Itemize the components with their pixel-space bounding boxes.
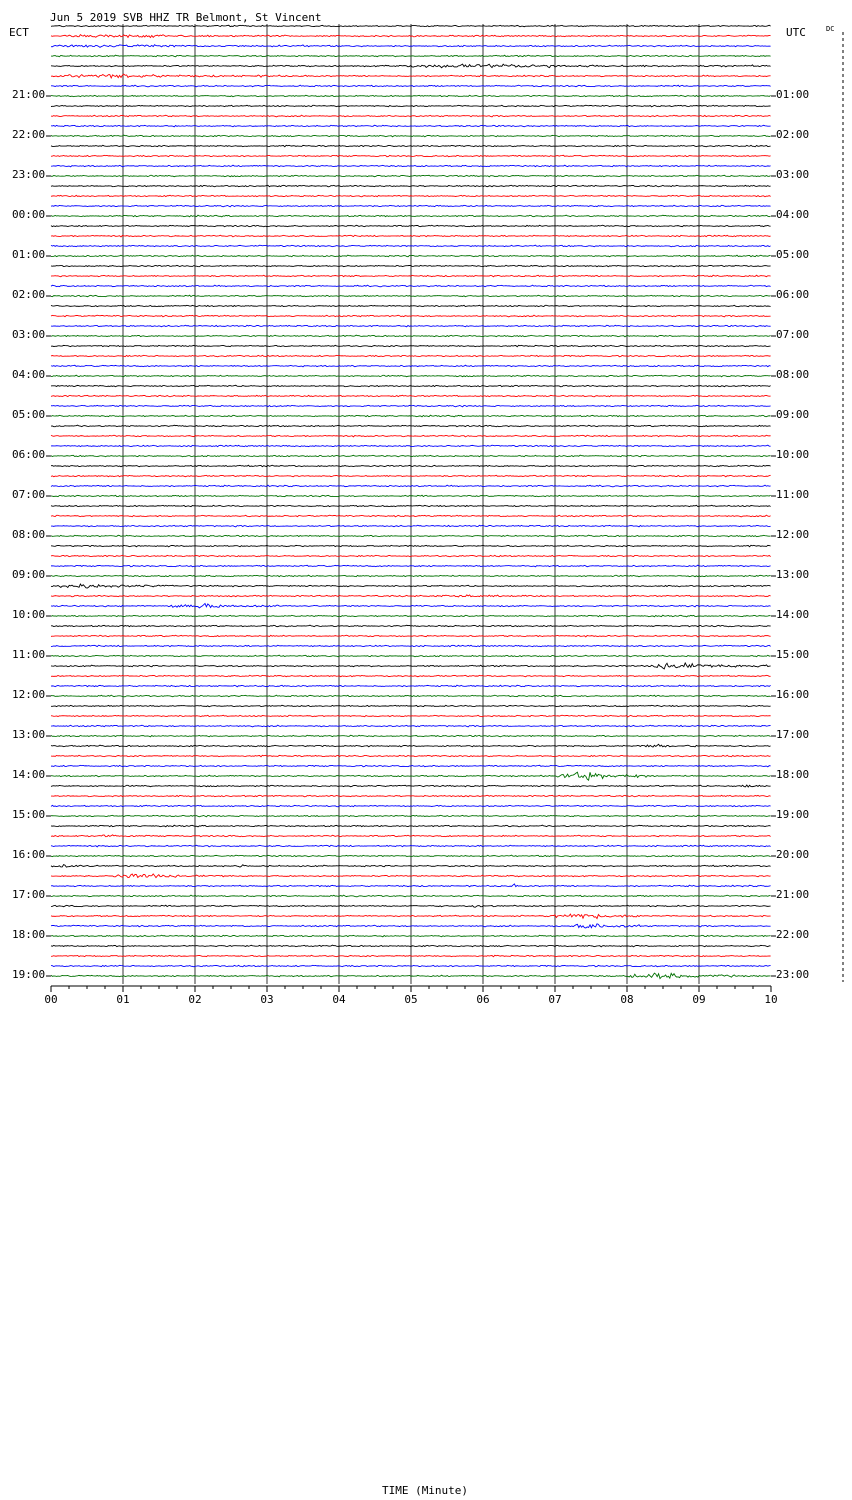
left-hour-label: 22:00: [12, 128, 46, 141]
right-hour-label: 05:00: [776, 248, 810, 261]
left-hour-label: 09:00: [12, 568, 46, 581]
left-hour-label: 07:00: [12, 488, 46, 501]
right-hour-label: 15:00: [776, 648, 810, 661]
x-tick-label: 06: [476, 993, 490, 1006]
chart-title: Jun 5 2019 SVB HHZ TR Belmont, St Vincent: [50, 11, 322, 24]
x-tick-label: 00: [44, 993, 58, 1006]
left-hour-label: 00:00: [12, 208, 46, 221]
x-tick-label: 03: [260, 993, 274, 1006]
x-axis: [44, 986, 777, 1006]
left-hour-label: 01:00: [12, 248, 46, 261]
right-hour-label: 16:00: [776, 688, 810, 701]
x-tick-label: 09: [692, 993, 706, 1006]
x-tick-label: 02: [188, 993, 202, 1006]
right-hour-label: 23:00: [776, 968, 810, 981]
right-hour-label: 22:00: [776, 928, 810, 941]
right-hour-label: 02:00: [776, 128, 810, 141]
dc-label: DC: [826, 25, 835, 33]
right-hour-label: 11:00: [776, 488, 810, 501]
left-hour-label: 13:00: [12, 728, 46, 741]
right-hour-label: 06:00: [776, 288, 810, 301]
right-hour-label: 14:00: [776, 608, 810, 621]
x-tick-label: 01: [116, 993, 130, 1006]
minute-gridlines: [123, 24, 699, 984]
x-tick-label: 05: [404, 993, 418, 1006]
x-tick-label: 10: [764, 993, 778, 1006]
left-hour-label: 21:00: [12, 88, 46, 101]
right-axis-label: UTC: [786, 26, 806, 39]
left-hour-label: 03:00: [12, 328, 46, 341]
left-hour-label: 08:00: [12, 528, 46, 541]
left-hour-label: 10:00: [12, 608, 46, 621]
left-hour-label: 04:00: [12, 368, 46, 381]
left-hour-label: 02:00: [12, 288, 46, 301]
right-hour-label: 12:00: [776, 528, 810, 541]
right-hour-label: 10:00: [776, 448, 810, 461]
right-hour-label: 17:00: [776, 728, 810, 741]
x-tick-label: 08: [620, 993, 634, 1006]
left-hour-label: 16:00: [12, 848, 46, 861]
right-hour-label: 08:00: [776, 368, 810, 381]
x-axis-label: TIME (Minute): [381, 1484, 469, 1497]
left-hour-label: 05:00: [12, 408, 46, 421]
left-hour-label: 06:00: [12, 448, 46, 461]
right-hour-label: 07:00: [776, 328, 810, 341]
right-hour-label: 04:00: [776, 208, 810, 221]
hour-labels: [12, 88, 809, 981]
left-hour-label: 23:00: [12, 168, 46, 181]
right-hour-label: 13:00: [776, 568, 810, 581]
left-hour-label: 19:00: [12, 968, 46, 981]
right-hour-label: 18:00: [776, 768, 810, 781]
right-hour-label: 09:00: [776, 408, 810, 421]
right-hour-label: 03:00: [776, 168, 810, 181]
left-hour-label: 11:00: [12, 648, 46, 661]
right-hour-label: 21:00: [776, 888, 810, 901]
left-hour-label: 12:00: [12, 688, 46, 701]
left-hour-label: 18:00: [12, 928, 46, 941]
right-hour-label: 19:00: [776, 808, 810, 821]
left-axis-label: ECT: [9, 26, 29, 39]
x-tick-label: 04: [332, 993, 346, 1006]
left-hour-label: 17:00: [12, 888, 46, 901]
right-hour-label: 01:00: [776, 88, 810, 101]
x-tick-label: 07: [548, 993, 562, 1006]
right-hour-label: 20:00: [776, 848, 810, 861]
left-hour-label: 14:00: [12, 768, 46, 781]
left-hour-label: 15:00: [12, 808, 46, 821]
